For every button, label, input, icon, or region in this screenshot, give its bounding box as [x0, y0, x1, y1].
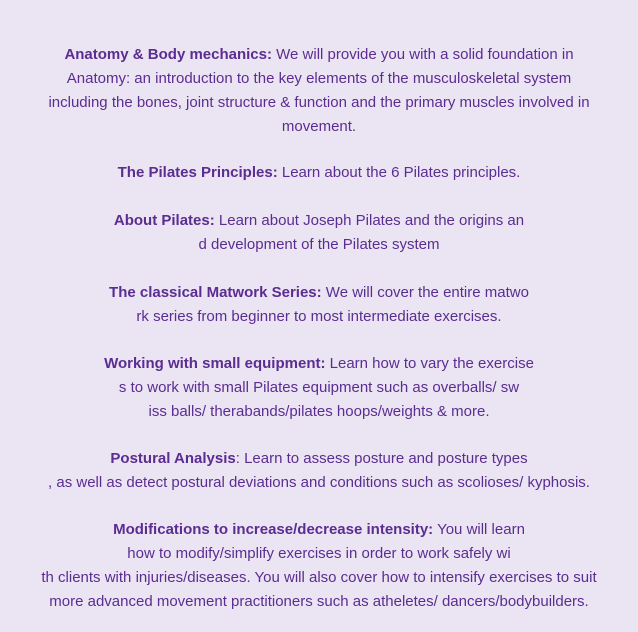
section-first-line [0, 161, 638, 185]
section-heading: Postural Analysis [110, 450, 236, 467]
section-text-line: s to work with small Pilates equipment such as overballs/ sw [118, 379, 520, 396]
section-text: Learn about Joseph Pilates and the origins an [214, 212, 525, 229]
section-text: Learn about the 6 Pilates principles. [277, 164, 521, 181]
section-text-line: th clients with injuries/diseases. You will also cover how to intensify exercises to suit [41, 569, 597, 586]
section-text-line: rk series from beginner to most intermediate exercises. [136, 308, 502, 325]
section-first-line [0, 209, 638, 233]
section-pilates-principles [0, 161, 638, 185]
section-modifications [0, 518, 638, 614]
section-first-line [0, 43, 638, 67]
section-text-line: iss balls/ therabands/pilates hoops/weights & more. [148, 403, 490, 420]
section-text-line: more advanced movement practitioners such as atheletes/ dancers/bodybuilders. [49, 593, 589, 610]
section-text-line: movement. [281, 118, 357, 135]
section-about-pilates [0, 209, 638, 257]
section-heading: Modifications to increase/decrease intensity: [113, 521, 434, 538]
section-first-line [0, 281, 638, 305]
section-text: We will provide you with a solid foundation in [271, 46, 574, 63]
section-text: Learn how to vary the exercise [325, 355, 534, 372]
section-text-line: , as well as detect postural deviations and conditions such as scolioses/ kyphosis. [48, 474, 590, 491]
section-anatomy [0, 43, 638, 139]
section-heading: The classical Matwork Series: [109, 284, 322, 301]
section-heading: Working with small equipment: [104, 355, 326, 372]
section-text: : Learn to assess posture and posture types [235, 450, 528, 467]
section-first-line [0, 447, 638, 471]
section-heading: Anatomy & Body mechanics: [64, 46, 272, 63]
section-first-line [0, 352, 638, 376]
section-text-line: including the bones, joint structure & function and the primary muscles involved in [48, 94, 590, 111]
section-text-line: Anatomy: an introduction to the key elements of the musculoskeletal system [66, 70, 572, 87]
section-first-line [0, 518, 638, 542]
section-text-line: how to modify/simplify exercises in order to work safely wi [127, 545, 511, 562]
section-postural-analysis [0, 447, 638, 495]
section-heading: About Pilates: [113, 212, 215, 229]
section-text: We will cover the entire matwo [321, 284, 529, 301]
section-text: You will learn [433, 521, 525, 538]
section-text-line: d development of the Pilates system [198, 236, 440, 253]
section-small-equipment [0, 352, 638, 424]
section-heading: The Pilates Principles: [117, 164, 278, 181]
section-matwork-series [0, 281, 638, 329]
